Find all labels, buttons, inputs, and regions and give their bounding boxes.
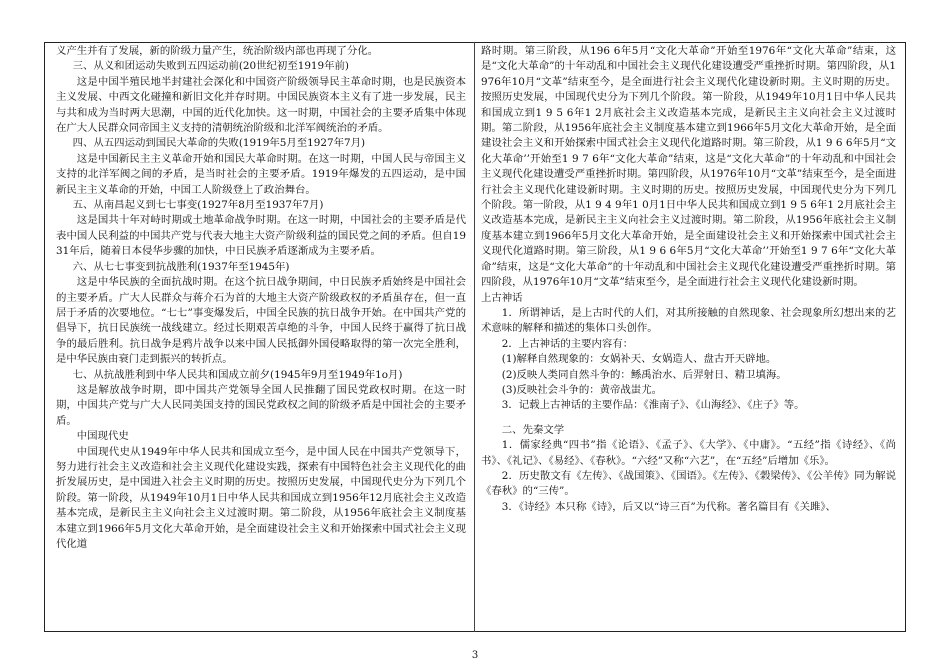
paragraph: 二、先秦文学 — [501, 423, 565, 436]
paragraph: 2．上古神话的主要内容有： — [501, 337, 634, 350]
paragraph: 四、从五四运动到国民大革命的失败(1919年5月至1927年7月) — [72, 137, 366, 150]
paragraph: 中国现代史 — [76, 430, 129, 443]
paragraph: 1．儒家经典“四书”指《论语》、《孟子》、《大学》、《中庸》。“五经”指《诗经》、《尚书》、《礼记》、《易经》、《春秋》。“六经”又称“六艺”，在“五经”后增加《乐》。 — [481, 439, 896, 467]
paragraph: 这是国共十年对峙时期或土地革命战争时期。在这一时期，中国社会的主要矛盾是代表中国人民利益的中国共产党与代表大地主大资产阶级利益的国民党之间的矛盾。但自1931年后，随着日本侵华步骤的加快，中日民族矛盾逐渐成为主要矛盾。 — [56, 214, 466, 258]
paragraph: 六、从七七事变到抗战胜利(1937年至1945年) — [72, 260, 290, 273]
paragraph: (1)解释自然现象的：女娲补天、女娲造人、盘古开天辟地。 — [501, 353, 777, 366]
paragraph: 三、从义和团运动失败到五四运动前(20世纪初至1919年前) — [72, 60, 349, 73]
paragraph: (2)反映人类同自然斗争的：鲧禹治水、后羿射日、精卫填海。 — [501, 368, 787, 381]
paragraph: 五、从南昌起义到七七事变(1927年8月至1937年7月) — [72, 199, 324, 212]
paragraph: 路时期。第三阶段，从196 6年5月“文化大革命”开始至1976年“文化大革命”结束，这是“文化大革命”的十年动乱和中国社会主义现代化建设遭受严重挫折时期。第四阶段，从1976年10月“文革”结束至今，是全面进行社会主义现代化建设新时期。主义时期的历史。按照历史发展，中国现代史分为下列几个阶段。第一阶段，从1949年10月1日中华人民共和国成立到1 9 5 6年1 2月底社会主义改造基本完成，是新民主主义向社会主义过渡时期。第二阶段，从1956年底社会主义制度基本建立到1966年5月文化大革命开始，是全面建设社会主义和开始探索中国式社会主义现代化道路时期。第三阶段，从1 9 6 6年5月“文化大革命’’开始至1 9 7 6年“文化大革命”结束，这是“文化大革命”的十年动乱和中国社会主义现代化建设遭受严重挫折时期。第四阶段，从1976年10月“文革”结束至今，是全面进行社会主义现代化建设新时期。主义时期的历史。按照历史发展，中国现代史分为下列几个阶段。第一阶段，从1 9 4 9年1 0月1日中华人民共和国成立到1 9 5 6年1 2月底社会主义改造基本完成，是新民主主义向社会主义过渡时期。第二阶段，从1956年底社会主义制度基本建立到1966年5月文化大革命开始，是全面建设社会主义和开始探索中国式社会主义现代化道路时期。第三阶段，从1 9 6 6年5月“文化大革命’’开始至1 9 7 6年“文化大革命”结束，这是“文化大革命”的十年动乱和中国社会主义现代化建设遭受严重挫折时期。第四阶段，从1976年10月“文革”结束至今，是全面进行社会主义现代化建设新时期。 — [481, 45, 896, 289]
paragraph: 中国现代史从1949年中华人民共和国成立至今，是中国人民在中国共产党领导下，努力进行社会主义改造和社会主义现代化建设实践，探索有中国特色社会主义现代化的曲折发展历史，是中国进入社会主义时期的历史。按照历史发展，中国现代史分为下列几个阶段。第一阶段，从1949年10月1日中华人民共和国成立到1956年12月底社会主义改造基本完成，是新民主主义向社会主义过渡时期。第二阶段，从1956年底社会主义制度基本建立到1966年5月文化大革命开始，是全面建设社会主义和开始探索中国式社会主义现代化道 — [56, 445, 466, 550]
paragraph: (3)反映社会斗争的：黄帝战蚩尤。 — [501, 383, 662, 396]
column-divider — [474, 42, 475, 632]
paragraph: 义产生并有了发展，新的阶级力量产生，统治阶级内部也再现了分化。 — [56, 45, 379, 57]
left-column — [56, 44, 466, 552]
paragraph: 3．记载上古神话的主要作品：《淮南子》、《山海经》、《庄子》等。 — [501, 399, 805, 412]
right-column — [481, 44, 896, 515]
paragraph: 这是中华民族的全面抗战时期。在这个抗日战争期间，中日民族矛盾始终是中国社会的主要矛盾。广大人民群众与蒋介石为首的大地主大资产阶级政权的矛盾虽存在，但一直居于矛盾的次要地位。“七七”事变爆发后，中国全民族的抗日战争开始。在中国共产党的倡导下，抗日民族统一战线建立。经过长期艰苦卓绝的斗争，中国人民终于赢得了抗日战争的最后胜利。抗日战争是鸦片战争以来中国人民抵御外国侵略取得的第一次完全胜利，是中华民族由衰门走到振兴的转折点。 — [56, 276, 466, 366]
paragraph: 七、从抗战胜利到中华人民共和国成立前夕(1945年9月至1949年1o月) — [72, 368, 403, 381]
page-number: 3 — [471, 650, 479, 661]
paragraph: 这是中国新民主主义革命开始和国民大革命时期。在这一时期，中国人民与帝国主义支持的北洋军阀之间的矛盾，是当时社会的主要矛盾。1919年爆发的五四运动，是中国新民主主义革命的开始，中国工人阶级登上了政治舞台。 — [56, 152, 466, 196]
paragraph: 这是解放战争时期，即中国共产党领导全国人民推翻了国民党政权时期。在这一时期，中国共产党与广大人民同美国支持的国民党政权之间的阶级矛盾是中国社会的主要矛盾。 — [56, 383, 466, 427]
paragraph: 1．所谓神话，是上古时代的人们，对其所接触的自然现象、社会现象所幻想出来的艺术意味的解释和描述的集体口头创作。 — [481, 306, 896, 335]
paragraph: 2．历史散文有《左传》、《战国策》、《国语》。《左传》、《榖梁传》、《公羊传》同为解说《春秋》的“三传”。 — [481, 469, 896, 498]
paragraph: 这是中国半殖民地半封建社会深化和中国资产阶级领导民主革命时期，也是民族资本主义发展、中西文化碰撞和新旧文化并存时期。中国民族资本主义有了进一步发展，民主与共和成为当时两大思潮，中国的近代化加快。这一时期，中国社会的主要矛盾集中体现在广大人民群众同帝国主义支持的清朝统治阶级和北洋军阀统治的矛盾。 — [56, 75, 466, 135]
paragraph: 3．《诗经》本只称《诗》，后又以“诗三百”为代称。著名篇目有《关雎》、 — [501, 500, 836, 513]
paragraph: 上古神话 — [481, 291, 523, 304]
